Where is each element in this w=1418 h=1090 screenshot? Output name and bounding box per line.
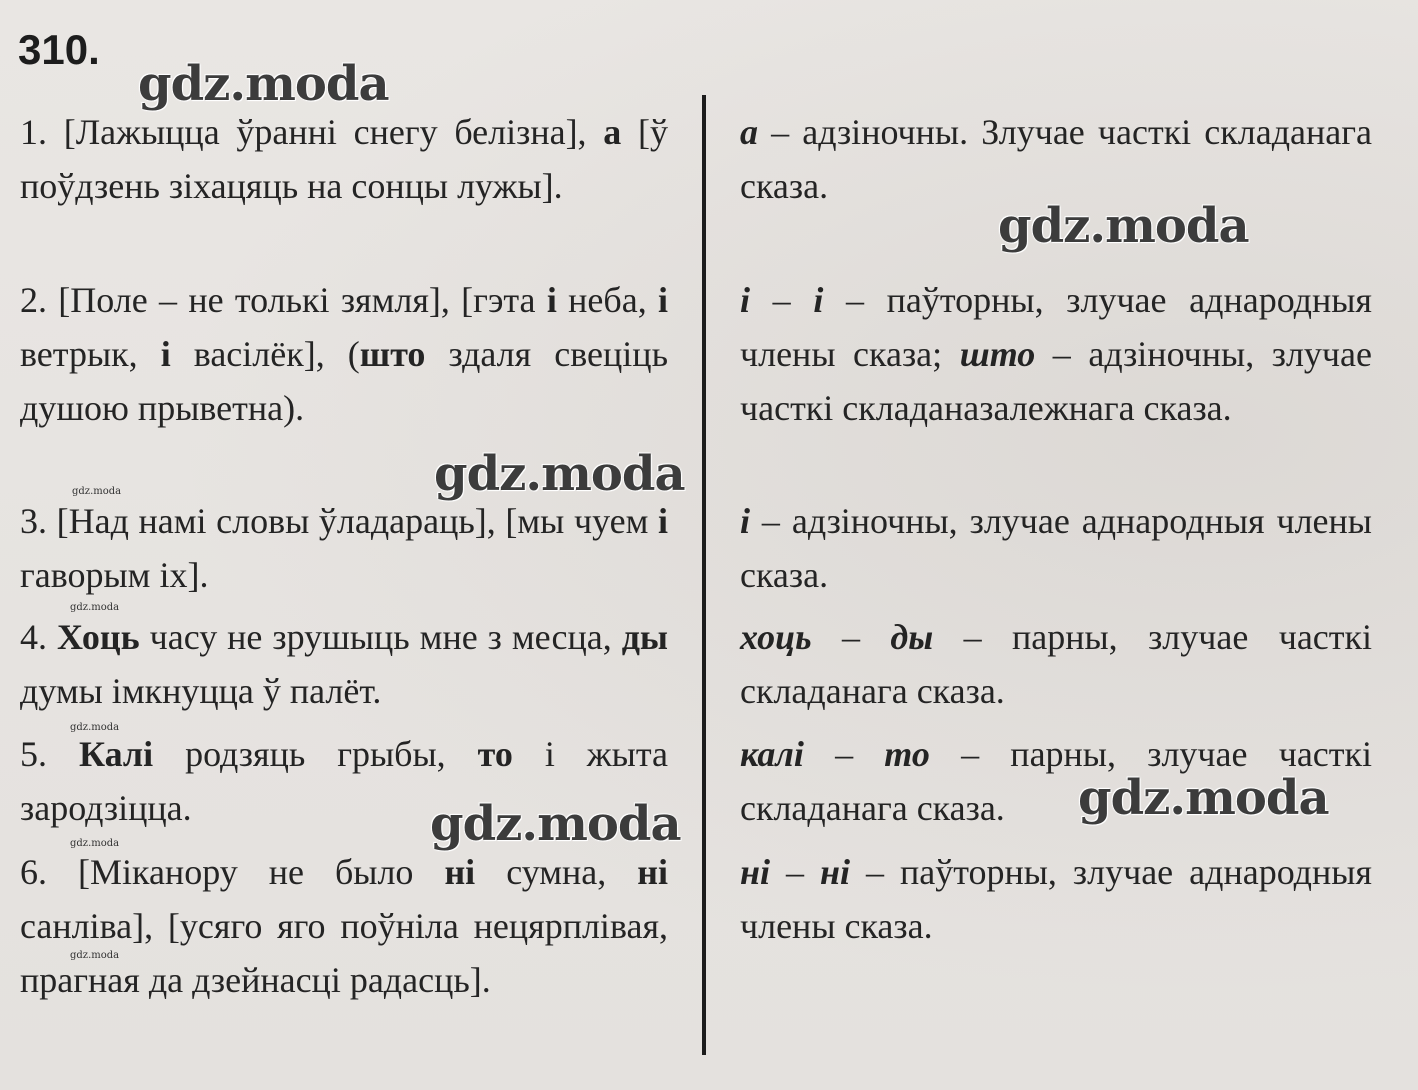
column-divider (702, 95, 706, 1055)
small-watermark: gdz.moda (70, 838, 120, 849)
sentence-2: 2. [Поле – не толькі зямля], [гэта і неба, і ветрык, і васілёк], (што здаля свеціць душою прыветна). (20, 280, 668, 428)
watermark: gdz.moda (430, 796, 681, 852)
sentence-6: 6. [Міканору не было ні сумна, ні санліва], [усяго яго поўніла нецярплівая, прагная да дзейнасці радасць]. (20, 852, 668, 1000)
sentence-1: 1. [Лажыцца ўранні снегу белізна], а [ў поўдзень зіхацяць на сонцы лужы]. (20, 112, 668, 206)
sentence-3: 3. [Над намі словы ўладараць], [мы чуем і гаворым іх]. (20, 501, 668, 595)
explanation-4: хоць – ды – парны, злучае часткі складанага сказа. (740, 617, 1372, 711)
small-watermark: gdz.moda (70, 602, 120, 613)
small-watermark: gdz.moda (70, 722, 120, 733)
explanation-6: ні – ні – паўторны, злучае аднародныя члены сказа. (740, 852, 1372, 946)
watermark: gdz.moda (1078, 770, 1329, 826)
explanation-2: і – і – паўторны, злучае аднародныя члены сказа; што – адзіночны, злучае часткі складаназалежнага сказа. (740, 280, 1372, 428)
explanation-3: і – адзіночны, злучае аднародныя члены сказа. (740, 501, 1372, 595)
sentence-4: 4. Хоць часу не зрушыць мне з месца, ды думы імкнуцца ў палёт. (20, 617, 669, 711)
sentence-5: 5. Калі родзяць грыбы, то і жыта зародзіцца. (20, 734, 669, 828)
watermark: gdz.moda (138, 56, 389, 112)
watermark: gdz.moda (434, 446, 685, 502)
explanation-5: калі – то – парны, злучае часткі складанага сказа. (740, 734, 1372, 828)
watermark: gdz.moda (998, 198, 1249, 254)
small-watermark: gdz.moda (70, 950, 120, 961)
exercise-number: 310. (18, 26, 100, 73)
explanation-1: а – адзіночны. Злучае часткі складанага сказа. (740, 112, 1372, 206)
small-watermark: gdz.moda (72, 486, 122, 497)
